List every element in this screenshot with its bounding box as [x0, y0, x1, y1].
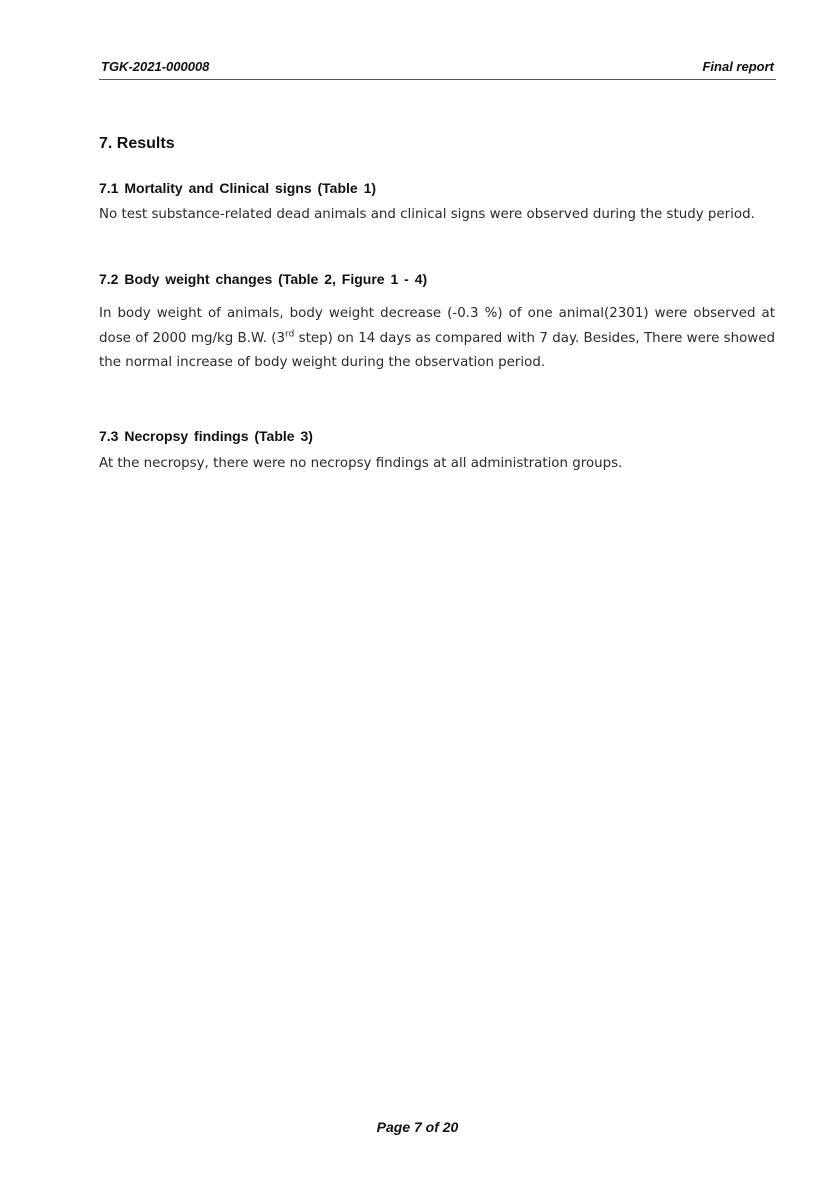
subsection-body-mortality: No test substance-related dead animals and clinical signs were observed during the study period. — [99, 207, 755, 222]
header-divider — [99, 79, 776, 80]
report-title: Final report — [702, 59, 774, 74]
subsection-heading-body-weight: 7.2 Body weight changes (Table 2, Figure 1 - 4) — [99, 271, 428, 287]
subsection-heading-mortality: 7.1 Mortality and Clinical signs (Table 1) — [99, 180, 377, 196]
subsection-body-necropsy: At the necropsy, there were no necropsy findings at all administration groups. — [99, 456, 623, 471]
page-number: Page 7 of 20 — [376, 1119, 459, 1135]
ordinal-suffix: rd — [285, 329, 295, 340]
section-heading: 7. Results — [99, 135, 175, 152]
subsection-body-body-weight — [99, 302, 775, 376]
body-weight-text-part1: In body weight of animals, body weight decrease (-0.3 %) of one animal(2301) were observed at dose of 2000 mg/kg B.W. (3 — [99, 306, 775, 346]
subsection-heading-necropsy: 7.3 Necropsy findings (Table 3) — [99, 428, 313, 444]
report-id: TGK-2021-000008 — [101, 59, 210, 74]
body-weight-text-part2: step) on 14 days as compared with 7 day. Besides, There were showed the normal increase of body weight during the observation period. — [99, 330, 775, 370]
